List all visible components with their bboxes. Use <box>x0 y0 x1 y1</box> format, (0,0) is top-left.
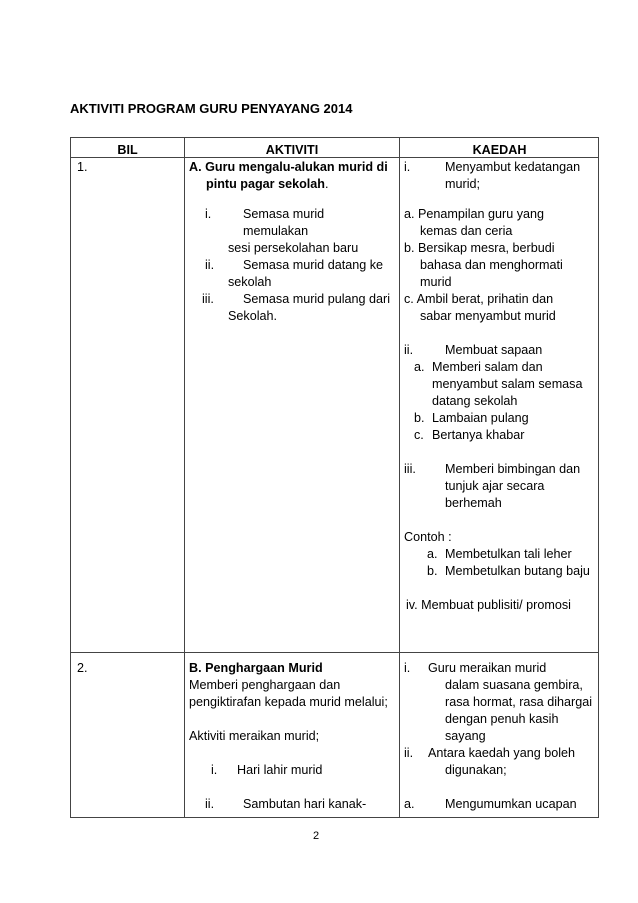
row2-kaedah-text: dengan penuh kasih <box>445 712 559 726</box>
row2-kaedah-text: Antara kaedah yang boleh <box>428 746 576 760</box>
row1-kaedah-text: Contoh : <box>404 530 452 544</box>
row2-aktiviti-text: pengiktirafan kepada murid melalui; <box>189 695 388 709</box>
row1-kaedah-text: kemas dan ceria <box>420 224 513 238</box>
row2-aktiviti-text: Hari lahir murid <box>237 763 323 777</box>
activity-table <box>70 137 599 818</box>
row1-aktiviti-item-text: sesi persekolahan baru <box>228 241 359 255</box>
row1-kaedah-text: tunjuk ajar secara <box>445 479 545 493</box>
row1-aktiviti-item-num: iii. <box>202 292 214 306</box>
row1-kaedah-text: murid <box>420 275 452 289</box>
row1-aktiviti-heading-line2: pintu pagar sekolah. <box>206 177 329 191</box>
column-divider <box>399 138 400 817</box>
row1-kaedah-num: c. <box>414 428 424 442</box>
row1-kaedah-text: bahasa dan menghormati <box>420 258 563 272</box>
row1-aktiviti-item-text: Semasa murid pulang dari <box>243 292 391 306</box>
row1-kaedah-text: iv. Membuat publisiti/ promosi <box>406 598 571 612</box>
row2-aktiviti-num: ii. <box>205 797 215 811</box>
row2-kaedah-text: rasa hormat, rasa dihargai <box>445 695 592 709</box>
row1-aktiviti-item-text: sekolah <box>228 275 272 289</box>
row2-bil: 2. <box>77 661 88 675</box>
row1-kaedah-text: Bertanya khabar <box>432 428 525 442</box>
row1-kaedah-num: ii. <box>404 343 414 357</box>
row1-aktiviti-item-text: Sekolah. <box>228 309 278 323</box>
row1-kaedah-text: Menyambut kedatangan <box>445 160 581 174</box>
row1-kaedah-text: Lambaian pulang <box>432 411 529 425</box>
row2-kaedah-num: i. <box>404 661 411 675</box>
row1-kaedah-text: Membetulkan tali leher <box>445 547 572 561</box>
row2-kaedah-num: a. <box>404 797 415 811</box>
header-aktiviti: AKTIVITI <box>265 143 319 157</box>
row2-kaedah-text: digunakan; <box>445 763 507 777</box>
row2-kaedah-text: Mengumumkan ucapan <box>445 797 577 811</box>
row2-aktiviti-text: Aktiviti meraikan murid; <box>189 729 320 743</box>
row1-kaedah-text: menyambut salam semasa <box>432 377 583 391</box>
document-title: AKTIVITI PROGRAM GURU PENYAYANG 2014 <box>70 101 353 116</box>
row1-aktiviti-item-text: Semasa murid datang ke <box>243 258 384 272</box>
row1-kaedah-text: b. Bersikap mesra, berbudi <box>404 241 555 255</box>
row2-kaedah-num: ii. <box>404 746 414 760</box>
row2-kaedah-text: Guru meraikan murid <box>428 661 547 675</box>
row1-aktiviti-heading: A. Guru mengalu-alukan murid di <box>189 160 388 174</box>
page-number: 2 <box>313 830 320 842</box>
row1-aktiviti-item-num: i. <box>205 207 212 221</box>
row1-kaedah-text: berhemah <box>445 496 502 510</box>
row2-aktiviti-num: i. <box>211 763 218 777</box>
row1-kaedah-text: Memberi bimbingan dan <box>445 462 581 476</box>
header-kaedah: KAEDAH <box>472 143 527 157</box>
header-divider <box>71 157 598 158</box>
row2-aktiviti-text: Memberi penghargaan dan <box>189 678 341 692</box>
column-divider <box>184 138 185 817</box>
header-bil: BIL <box>117 143 138 157</box>
row-divider <box>71 652 598 653</box>
row1-kaedah-text: Membetulkan butang baju <box>445 564 590 578</box>
row1-kaedah-num: b. <box>427 564 438 578</box>
row1-aktiviti-item-num: ii. <box>205 258 215 272</box>
row2-kaedah-text: dalam suasana gembira, <box>445 678 583 692</box>
row1-kaedah-text: sabar menyambut murid <box>420 309 556 323</box>
row1-bil: 1. <box>77 160 88 174</box>
row1-kaedah-num: i. <box>404 160 411 174</box>
row1-kaedah-num: b. <box>414 411 425 425</box>
row2-aktiviti-heading: B. Penghargaan Murid <box>189 661 323 675</box>
row1-kaedah-text: datang sekolah <box>432 394 518 408</box>
row2-kaedah-text: sayang <box>445 729 486 743</box>
row1-kaedah-text: c. Ambil berat, prihatin dan <box>404 292 554 306</box>
row1-aktiviti-item-text: memulakan <box>243 224 309 238</box>
row1-kaedah-text: Memberi salam dan <box>432 360 543 374</box>
row1-kaedah-num: iii. <box>404 462 416 476</box>
row2-aktiviti-text: Sambutan hari kanak- <box>243 797 367 811</box>
row1-aktiviti-item-text: Semasa murid <box>243 207 325 221</box>
row1-kaedah-text: murid; <box>445 177 480 191</box>
row1-kaedah-text: a. Penampilan guru yang <box>404 207 545 221</box>
row1-kaedah-num: a. <box>427 547 438 561</box>
row1-kaedah-num: a. <box>414 360 425 374</box>
row1-kaedah-text: Membuat sapaan <box>445 343 543 357</box>
